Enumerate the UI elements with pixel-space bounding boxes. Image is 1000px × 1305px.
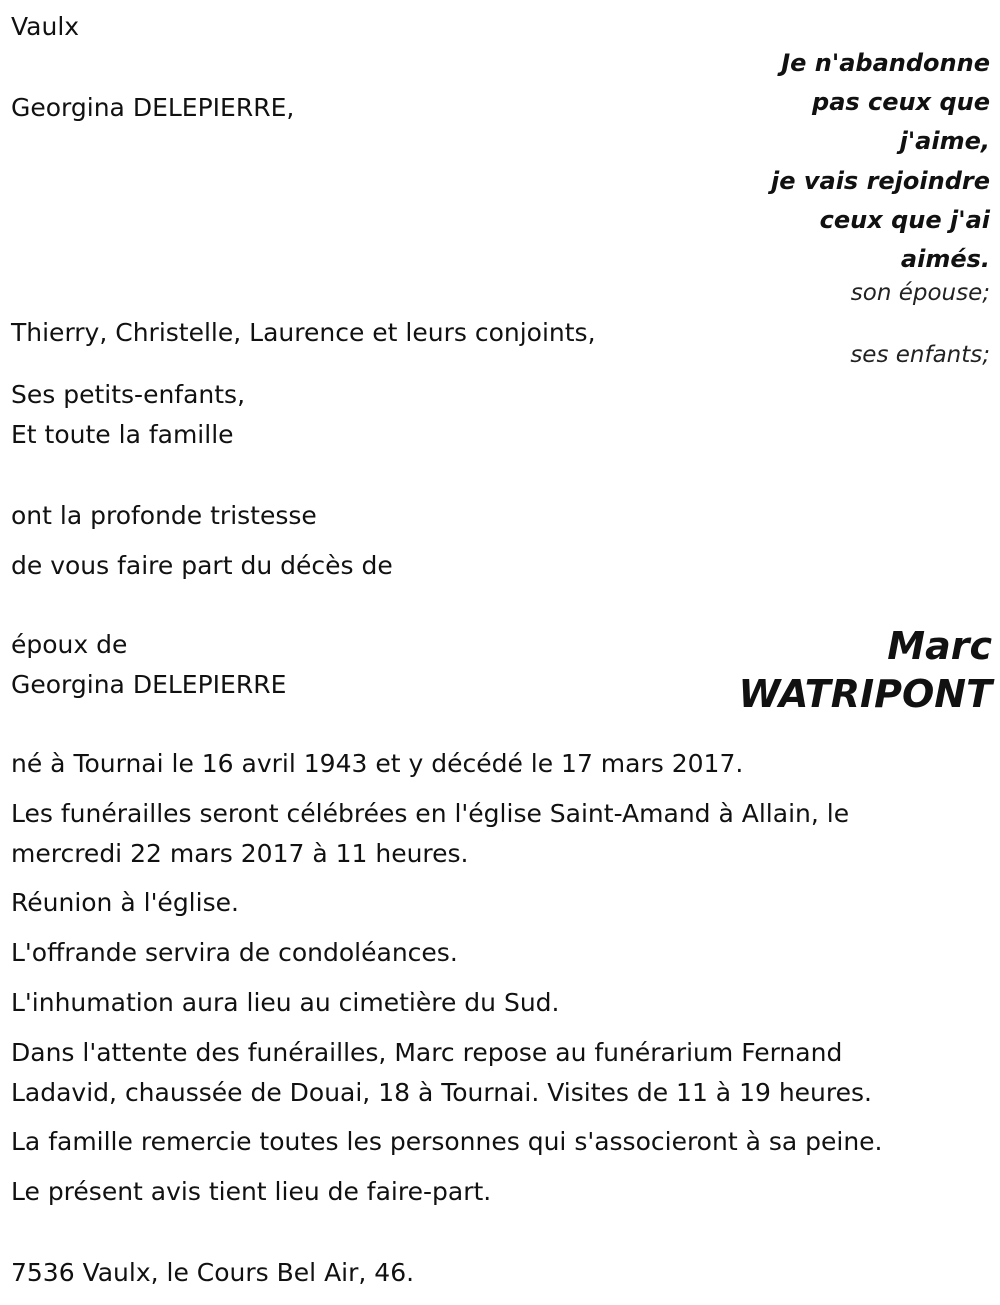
notice-line: Le présent avis tient lieu de faire-part. — [11, 1177, 492, 1206]
quote-line: pas ceux que — [812, 88, 990, 117]
children-names: Thierry, Christelle, Laurence et leurs conjoints, — [11, 318, 596, 347]
deceased-last-name: WATRIPONT — [738, 672, 992, 716]
announcement-line-2: de vous faire part du décès de — [11, 551, 393, 580]
children-relation: ses enfants; — [850, 342, 990, 368]
meeting-line: Réunion à l'église. — [11, 888, 239, 917]
funeral-line: Les funérailles seront célébrées en l'église Saint-Amand à Allain, le mercredi 22 mars 2017 à 11 heures. — [11, 799, 850, 868]
announcement-line-1: ont la profonde tristesse — [11, 501, 317, 530]
quote-line: j'aime, — [899, 127, 990, 156]
offering-line: L'offrande servira de condoléances. — [11, 938, 458, 967]
quote-line: Je n'abandonne — [781, 49, 990, 77]
spouse-of-name: Georgina DELEPIERRE — [11, 670, 287, 699]
burial-line: L'inhumation aura lieu au cimetière du Sud. — [11, 988, 560, 1017]
spouse-name: Georgina DELEPIERRE, — [11, 93, 295, 122]
spouse-of-label: époux de — [11, 630, 128, 659]
whole-family: Et toute la famille — [11, 420, 234, 449]
epitaph-quote — [670, 44, 990, 279]
birth-death-line: né à Tournai le 16 avril 1943 et y décédé le 17 mars 2017. — [11, 749, 744, 778]
rest-line: Dans l'attente des funérailles, Marc repose au funérarium Fernand Ladavid, chaussée de Douai, 18 à Tournai. Visites de 11 à 19 heures. — [11, 1038, 872, 1107]
spouse-relation: son épouse; — [850, 280, 990, 306]
quote-line: je vais rejoindre — [771, 166, 990, 195]
footer-address: 7536 Vaulx, le Cours Bel Air, 46. — [11, 1258, 415, 1287]
thanks-line: La famille remercie toutes les personnes qui s'associeront à sa peine. — [11, 1127, 883, 1156]
grandchildren: Ses petits-enfants, — [11, 380, 246, 409]
quote-line: aimés. — [900, 245, 990, 274]
quote-line: ceux que j'ai — [819, 205, 990, 234]
deceased-first-name: Marc — [887, 624, 992, 668]
header-place: Vaulx — [11, 12, 80, 41]
